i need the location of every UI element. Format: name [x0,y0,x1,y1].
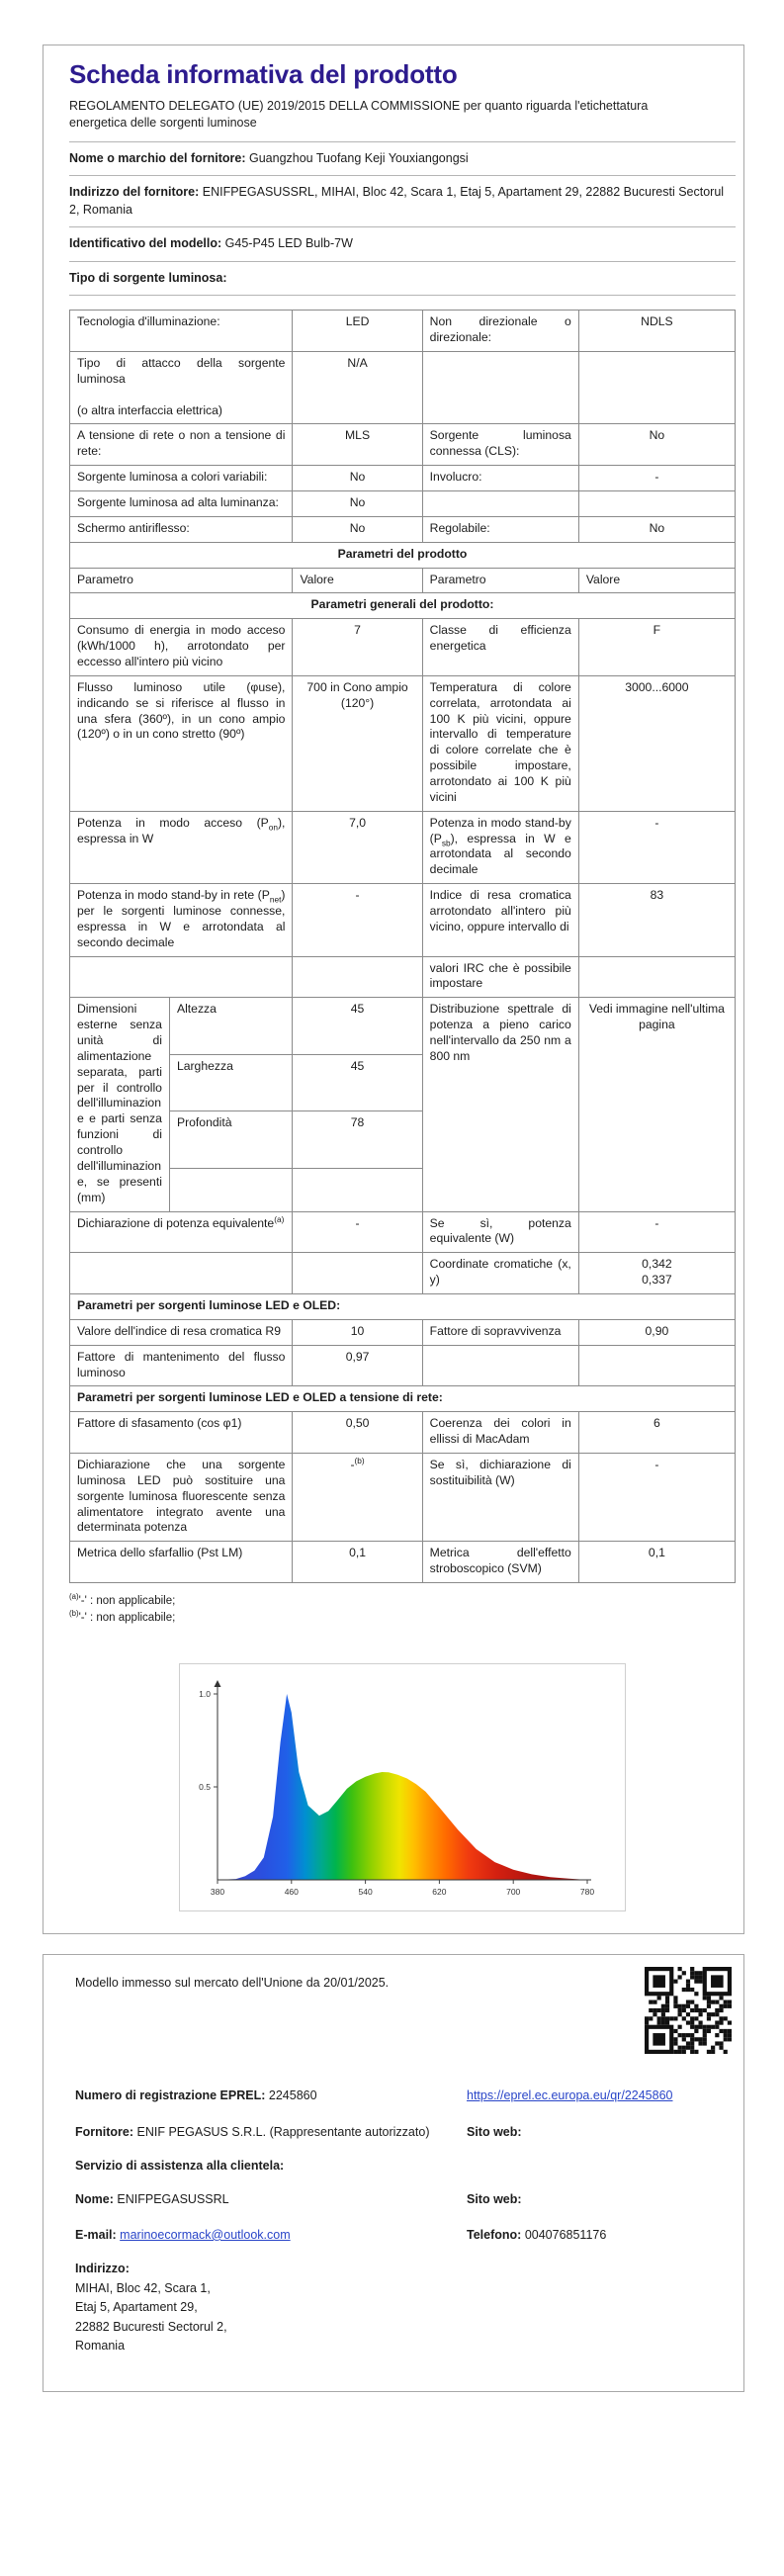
table-row [70,568,736,593]
param-label: Indice di resa cromatica arrotondato all'intero più vicino, oppure intervallo di [422,884,578,956]
field-label: Tipo di sorgente luminosa: [69,270,227,285]
param-value: No [293,466,422,491]
param-label: Coordinate cromatiche (x, y) [422,1253,578,1294]
param-value: 0,1 [293,1542,422,1583]
param-label: Temperatura di colore correlata, arrotondata ai 100 K più vicini, oppure intervallo di temperature di colore correlate che è possibile impostare, arrotondato ai 100 K più vicini [422,675,578,811]
table-row [70,1319,736,1345]
svg-text:540: 540 [358,1886,373,1897]
table-row [70,956,736,998]
siteweb2-label: Sito web: [467,2191,522,2206]
param-label [70,956,293,998]
table-row [70,998,736,1054]
param-value: -$^{(b)}$ [293,1453,422,1541]
svg-text:620: 620 [432,1886,447,1897]
header [69,55,736,142]
footnote: $^{(b)}$'-' : non applicabile; [69,1609,176,1624]
table-row [70,811,736,883]
param-value: MLS [293,424,422,466]
field-label: Indirizzo del fornitore: [69,185,200,200]
page-title: Scheda informativa del prodotto [69,59,458,89]
table-row [70,1211,736,1253]
product-information-sheet [43,44,744,1934]
param-value: - [578,466,735,491]
param-value: No [578,424,735,466]
dim-value: 45 [293,1054,422,1110]
param-value [578,490,735,516]
table-row [70,1412,736,1454]
eprel-number: 2245860 [268,2088,317,2103]
table-row [70,1253,736,1294]
param-value: 0,90 [578,1319,735,1345]
param-value: LED [293,311,422,352]
param-label: Classe di efficienza energetica [422,619,578,676]
param-label [422,351,578,423]
param-label: Dichiarazione che una sorgente luminosa LED può sostituire una sorgente luminosa fluorescente senza alimentatore integrato avente una determinata potenza [70,1453,293,1541]
param-label: Distribuzione spettrale di potenza a pieno carico nell'intervallo da 250 nm a 800 nm [422,998,578,1211]
param-label: Fattore di sfasamento (cos φ1) [70,1412,293,1454]
param-label: Fattore di sopravvivenza [422,1319,578,1345]
siteweb-label: Sito web: [467,2124,522,2139]
dim-label: Profondità [169,1111,293,1168]
param-label: valori IRC che è possibile impostare [422,956,578,998]
table-section-row [70,593,736,619]
section-heading: Parametri per sorgenti luminose LED e OLED a tensione di rete: [70,1386,736,1412]
qr-code [645,1967,732,2057]
table-row [70,311,736,352]
name-label: Nome: [75,2191,114,2206]
param-value [578,956,735,998]
supplier-value: ENIF PEGASUS S.R.L. (Rappresentante autorizzato) [136,2124,430,2139]
param-value: 3000...6000 [578,675,735,811]
table-row [70,516,736,542]
param-value: F [578,619,735,676]
param-label: Tipo di attacco della sorgente luminosa (o altra interfaccia elettrica) [70,351,293,423]
table-row [70,675,736,811]
param-value [578,351,735,423]
eprel-link[interactable]: https://eprel.ec.europa.eu/qr/2245860 [467,2088,673,2103]
table-row [70,351,736,423]
email-label: E-mail: [75,2227,117,2242]
dim-label: Altezza [169,998,293,1054]
table-section-row [70,542,736,568]
param-label: Regolabile: [422,516,578,542]
param-label: Valore dell'indice di resa cromatica R9 [70,1319,293,1345]
param-label [70,1253,293,1294]
param-label: Potenza in modo stand-by in rete $(P_{net})$ per le sorgenti luminose connesse, espressa in W e arrotondata al secondo decimale [70,884,293,956]
service-name-row [75,2190,732,2208]
section-heading: Parametri del prodotto [70,542,736,568]
product-parameters-table [69,310,736,1583]
param-value: 7,0 [293,811,422,883]
param-value: - [578,1453,735,1541]
param-value: NDLS [578,311,735,352]
service-heading: Servizio di assistenza alla clientela: [75,2158,285,2173]
field-value: G45-P45 LED Bulb-7W [224,236,353,251]
eprel-label: Numero di registrazione EPREL: [75,2088,266,2103]
param-value: 7 [293,619,422,676]
table-row [70,490,736,516]
param-label: Schermo antiriflesso: [70,516,293,542]
param-value [578,1345,735,1386]
svg-text:0.5: 0.5 [199,1781,211,1792]
supplier-row [69,142,736,177]
table-row [70,1453,736,1541]
param-value: 700 in Cono ampio (120°) [293,675,422,811]
supplier-info-rows [69,142,736,297]
param-value: - [578,811,735,883]
table-row [70,1542,736,1583]
param-label: Potenza in modo acceso $(P_{on})$, espressa in W [70,811,293,883]
param-value: 0,342 0,337 [578,1253,735,1294]
param-value: No [578,516,735,542]
param-label: Non direzionale o direzionale: [422,311,578,352]
supplier-row [69,176,736,227]
supplier-row [69,227,736,262]
field-value: Guangzhou Tuofang Keji Youxiangongsi [248,150,469,165]
table-row [70,619,736,676]
param-value [293,956,422,998]
param-label: Se sì, potenza equivalente (W) [422,1211,578,1253]
param-label: Metrica dell'effetto stroboscopico (SVM) [422,1542,578,1583]
supplier-row [69,262,736,297]
param-value: 0,1 [578,1542,735,1583]
param-label: Dichiarazione di potenza equivalente$^{(a)}$ [70,1211,293,1253]
dim-label: Larghezza [169,1054,293,1110]
address-block [75,2262,732,2356]
table-section-row [70,1293,736,1319]
phone-label: Telefono: [467,2227,522,2242]
param-label: Potenza in modo stand-by $(P_{sb})$, espressa in W e arrotondata al secondo decimale [422,811,578,883]
param-label: Involucro: [422,466,578,491]
param-value: 83 [578,884,735,956]
field-value: ENIFPEGASUSSRL, MIHAI, Bloc 42, Scara 1, Etaj 5, Apartament 29, 22882 Bucuresti Sectorul 2, Romania [69,185,725,217]
table-row [70,1345,736,1386]
footnotes [69,1592,736,1624]
param-value: - [293,884,422,956]
footnote: $^{(a)}$'-' : non applicabile; [69,1592,176,1607]
param-label: Sorgente luminosa a colori variabili: [70,466,293,491]
market-info-box [43,1954,744,2393]
param-label: A tensione di rete o non a tensione di rete: [70,424,293,466]
supplier-label: Fornitore: [75,2124,134,2139]
param-value: 0,97 [293,1345,422,1386]
field-label: Nome o marchio del fornitore: [69,150,246,165]
address-label: Indirizzo: [75,2261,130,2275]
svg-text:1.0: 1.0 [199,1688,211,1699]
param-label: Parametro [422,568,578,593]
param-value [293,1253,422,1294]
param-value: - [293,1211,422,1253]
eprel-row [75,2087,732,2104]
contact-row [75,2226,732,2244]
param-value: Valore [578,568,735,593]
phone-value: 004076851176 [524,2227,607,2242]
table-row [70,466,736,491]
supplier-row [75,2123,732,2141]
param-label: Flusso luminoso utile (φuse), indicando se si riferisce al flusso in una sfera (360º), in un cono ampio (120º) o in un cono stretto (90º) [70,675,293,811]
spd-chart [186,1672,605,1902]
email-link[interactable]: marinoecormack@outlook.com [120,2227,291,2242]
table-row [70,424,736,466]
param-value: 6 [578,1412,735,1454]
placed-on-market-text: Modello immesso sul mercato dell'Unione da 20/01/2025. [75,1975,390,1990]
param-value: No [293,490,422,516]
svg-text:700: 700 [506,1886,521,1897]
param-value: 0,50 [293,1412,422,1454]
regulation-text: REGOLAMENTO DELEGATO (UE) 2019/2015 DELLA COMMISSIONE per quanto riguarda l'etichettatura energetica delle sorgenti luminose [69,99,649,130]
dim-value: 78 [293,1111,422,1168]
param-label: Tecnologia d'illuminazione: [70,311,293,352]
param-label: Coerenza dei colori in ellissi di MacAdam [422,1412,578,1454]
svg-text:380: 380 [210,1886,225,1897]
address-lines: MIHAI, Bloc 42, Scara 1, Etaj 5, Apartament 29, 22882 Bucuresti Sectorul 2, Romania [75,2280,227,2354]
param-label [422,1345,578,1386]
param-value: - [578,1211,735,1253]
param-label: Metrica dello sfarfallio (Pst LM) [70,1542,293,1583]
param-value: 10 [293,1319,422,1345]
svg-text:460: 460 [284,1886,299,1897]
param-label: Parametro [70,568,293,593]
param-label [422,490,578,516]
dim-value [293,1168,422,1211]
param-label: Fattore di mantenimento del flusso luminoso [70,1345,293,1386]
param-label: Consumo di energia in modo acceso (kWh/1000 h), arrotondato per eccesso all'intero più vicino [70,619,293,676]
table-row [70,884,736,956]
param-label: Sorgente luminosa connessa (CLS): [422,424,578,466]
param-value: No [293,516,422,542]
spd-chart-figure [179,1663,626,1911]
dim-label [169,1168,293,1211]
name-value: ENIFPEGASUSSRL [117,2191,229,2206]
svg-text:780: 780 [579,1886,595,1897]
param-value: N/A [293,351,422,423]
param-value: Valore [293,568,422,593]
param-value: Vedi immagine nell'ultima pagina [578,998,735,1211]
table-section-row [70,1386,736,1412]
param-label: Dimensioni esterne senza unità di alimentazione separata, parti per il controllo dell'illuminazione e parti senza funzioni di controllo dell'illuminazione, se presenti (mm) [70,998,170,1211]
dim-value: 45 [293,998,422,1054]
section-heading: Parametri generali del prodotto: [70,593,736,619]
field-label: Identificativo del modello: [69,236,222,251]
param-label: Sorgente luminosa ad alta luminanza: [70,490,293,516]
param-label: Se sì, dichiarazione di sostituibilità (W) [422,1453,578,1541]
section-heading: Parametri per sorgenti luminose LED e OLED: [70,1293,736,1319]
